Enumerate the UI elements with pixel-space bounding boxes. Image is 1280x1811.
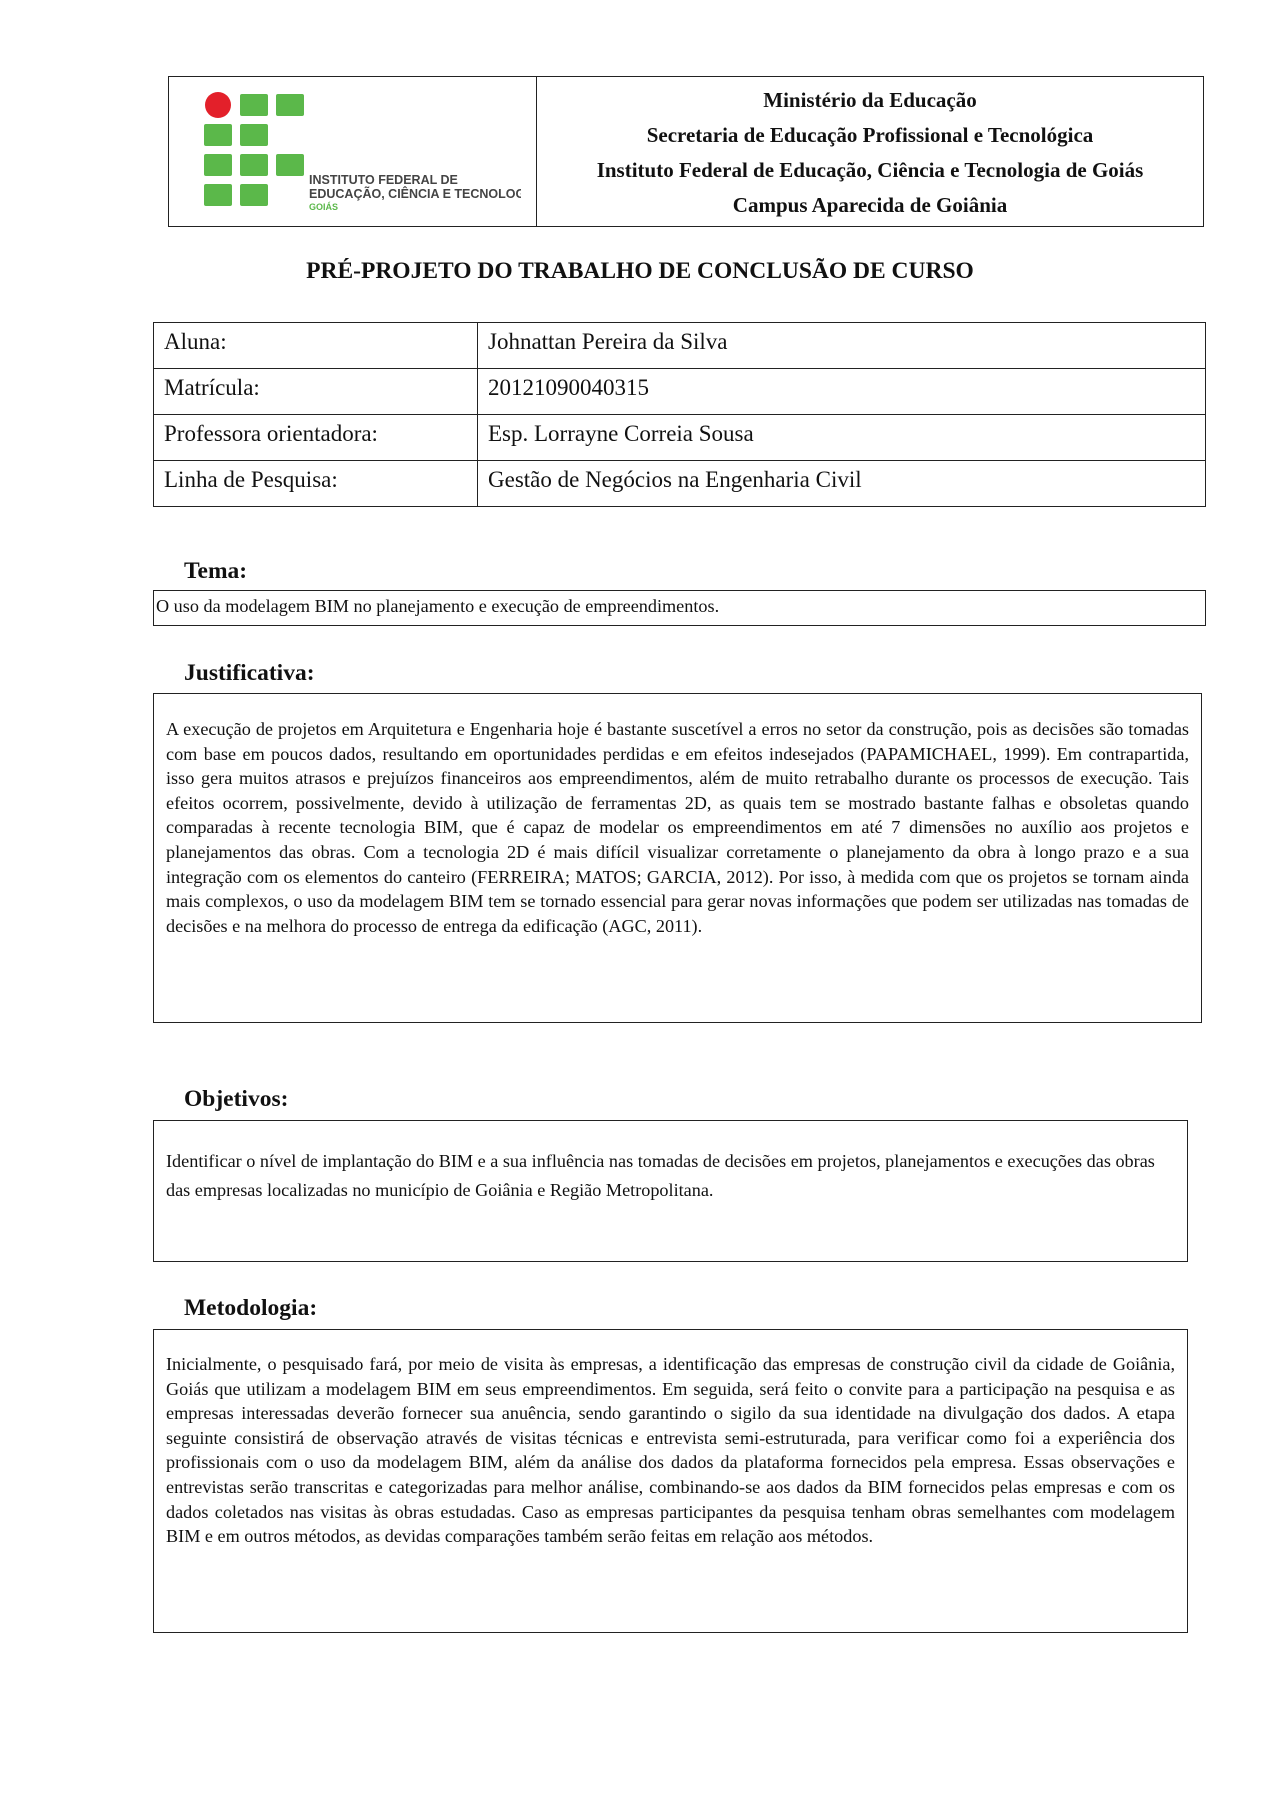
secretariat-line: Secretaria de Educação Profissional e Tecnológica bbox=[646, 123, 1094, 148]
label-cell: Linha de Pesquisa: bbox=[154, 461, 478, 507]
table-row bbox=[154, 415, 1206, 461]
justificativa-text: A execução de projetos em Arquitetura e Engenharia hoje é bastante suscetível a erros no setor da construção, pois as decisões são tomadas com base em poucos dados, resultando em oportunidades perdidas e em efeitos indesejados (PAPAMICHAEL, 1999). Em contrapartida, isso gera muitos atrasos e prejuízos financeiros aos empreendimentos, além de muito retrabalho durante os processos de execução. Tais efeitos ocorrem, possivelmente, devido à utilização de ferramentas 2D, as quais tem se mostrado bastante falhas e obsoletas quando comparadas à recente tecnologia BIM, que é capaz de modelar os empreendimentos em até 7 dimensões no auxílio aos projetos e planejamentos das obras. Com a tecnologia 2D é mais difícil visualizar corretamente o planejamento da obra à longo prazo e a sua integração com os elementos do canteiro (FERREIRA; MATOS; GARCIA, 2012). Por isso, à medida com que os projetos se tornam ainda mais complexos, o uso da modelagem BIM tem se tornado essencial para gerar novas informações que podem ser utilizadas nas tomadas de decisões e na melhora do processo de entrega da edificação (AGC, 2011). bbox=[153, 693, 1202, 1023]
value-cell: Gestão de Negócios na Engenharia Civil bbox=[478, 461, 1206, 507]
tema-heading: Tema: bbox=[184, 558, 248, 584]
metodologia-heading: Metodologia: bbox=[184, 1295, 318, 1321]
institute-line: Instituto Federal de Educação, Ciência e Tecnologia de Goiás bbox=[596, 157, 1144, 182]
logo-text-line3: GOIÁS bbox=[309, 202, 339, 211]
metodologia-text: Inicialmente, o pesquisado fará, por meio de visita às empresas, a identificação das empresas de construção civil da cidade de Goiânia, Goiás que utilizam a modelagem BIM em seus empreendimentos. Em seguida, será feito o convite para a participação na pesquisa e as empresas interessadas deverão fornecer sua anuência, sendo garantindo o sigilo da sua identidade na divulgação dos dados. A etapa seguinte consistirá de observação através de visitas técnicas e entrevista semi-estruturada, para verificar como foi a experiência dos profissionais com o uso da modelagem BIM, além da análise dos dados da plataforma fornecidos pela empresa. Essas observações e entrevistas serão transcritas e categorizadas para melhor análise, combinando-se aos dados da BIM fornecidos pelas empresas e com os dados coletados nas visitas às obras estudadas. Caso as empresas participantes da pesquisa tenham obras semelhantes com modelagem BIM e em outros métodos, as devidas comparações também serão feitas em relação aos métodos. bbox=[153, 1329, 1188, 1633]
label-cell: Matrícula: bbox=[154, 369, 478, 415]
if-goiano-logo bbox=[201, 91, 521, 211]
table-row bbox=[154, 369, 1206, 415]
table-row bbox=[154, 323, 1206, 369]
institution-header bbox=[168, 76, 1204, 227]
objetivos-heading: Objetivos: bbox=[184, 1086, 289, 1112]
header-lines bbox=[537, 77, 1203, 226]
value-cell: Esp. Lorrayne Correia Sousa bbox=[478, 415, 1206, 461]
logo-text-line1: INSTITUTO FEDERAL DE bbox=[309, 173, 458, 187]
value-cell: 20121090040315 bbox=[478, 369, 1206, 415]
campus-line: Campus Aparecida de Goiânia bbox=[732, 192, 1008, 217]
label-cell: Professora orientadora: bbox=[154, 415, 478, 461]
tema-text: O uso da modelagem BIM no planejamento e execução de empreendimentos. bbox=[153, 590, 1206, 626]
table-row bbox=[154, 461, 1206, 507]
ministry-line: Ministério da Educação bbox=[763, 88, 977, 113]
label-cell: Aluna: bbox=[154, 323, 478, 369]
value-cell: Johnattan Pereira da Silva bbox=[478, 323, 1206, 369]
student-info-table bbox=[153, 322, 1206, 507]
objetivos-text: Identificar o nível de implantação do BIM e a sua influência nas tomadas de decisões em projetos, planejamentos e execuções das obras das empresas localizadas no município de Goiânia e Região Metropolitana. bbox=[153, 1120, 1188, 1262]
logo-icon bbox=[201, 91, 521, 211]
justificativa-heading: Justificativa: bbox=[184, 660, 315, 686]
document-title: PRÉ-PROJETO DO TRABALHO DE CONCLUSÃO DE CURSO bbox=[306, 258, 974, 284]
logo-text-line2: EDUCAÇÃO, CIÊNCIA E TECNOLOGIA bbox=[309, 187, 521, 201]
